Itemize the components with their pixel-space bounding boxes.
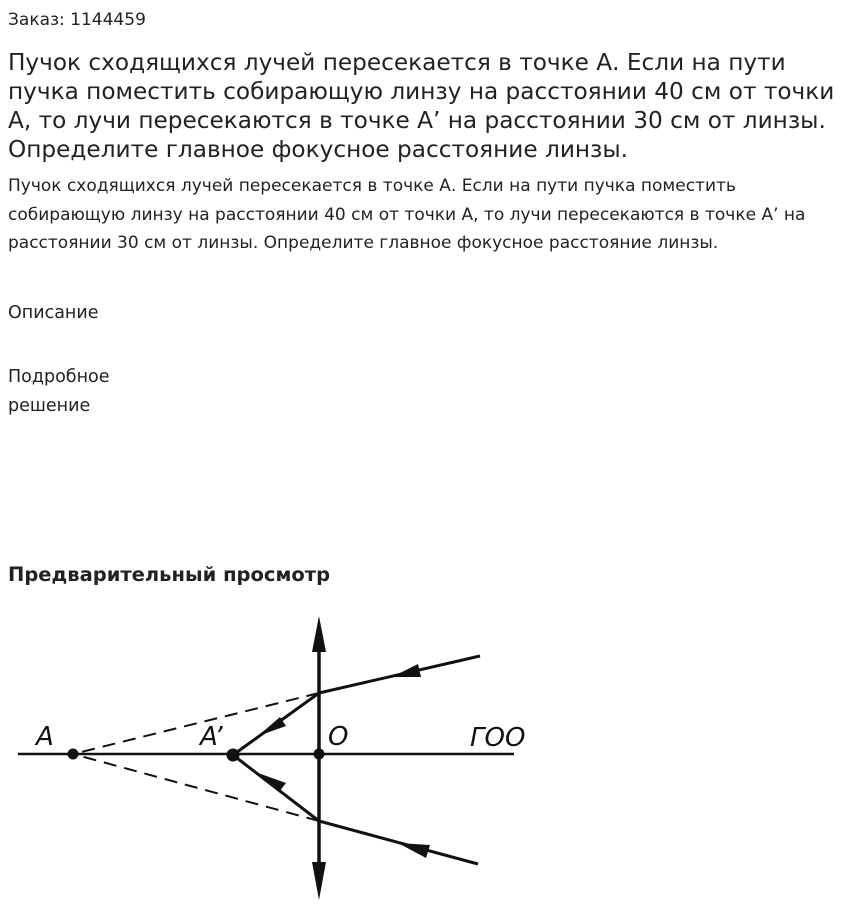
- order-number: Заказ: 1144459: [8, 10, 146, 30]
- point-o: [314, 749, 325, 760]
- problem-title: Пучок сходящихся лучей пересекается в точке А. Если на пути пучка поместить собирающую линзу на расстоянии 40 см от точки А, то лучи пересекаются в точке А’ на расстоянии 30 см от линзы. Определите главное фокусное расстояние линзы.: [8, 49, 835, 163]
- problem-text: Пучок сходящихся лучей пересекается в точке А. Если на пути пучка поместить собирающую линзу на расстоянии 40 см от точки А, то лучи пересекаются в точке А’ на расстоянии 30 см от линзы. Определите главное фокусное расстояние линзы.: [8, 176, 806, 253]
- label-o: O: [328, 722, 349, 752]
- point-a: [68, 749, 79, 760]
- label-axis: ГОО: [470, 723, 526, 753]
- ray-arrow-lower-icon: [398, 843, 430, 858]
- label-a-prime: A’: [200, 722, 223, 752]
- incoming-ray-lower: [319, 821, 478, 864]
- refracted-arrow-upper-icon: [258, 717, 286, 736]
- ray-arrow-upper-icon: [392, 664, 421, 677]
- point-a-prime: [227, 749, 240, 762]
- preview-title: Предварительный просмотр: [8, 563, 331, 586]
- lens-top-arrow-icon: [312, 616, 326, 652]
- lens-bottom-arrow-icon: [312, 862, 326, 900]
- label-a: A: [36, 722, 54, 752]
- detailed-solution-label[interactable]: Подробное решение: [8, 367, 110, 416]
- description-label[interactable]: Описание: [8, 303, 99, 323]
- lens-ray-diagram: [0, 600, 560, 913]
- refracted-arrow-lower-icon: [258, 773, 286, 792]
